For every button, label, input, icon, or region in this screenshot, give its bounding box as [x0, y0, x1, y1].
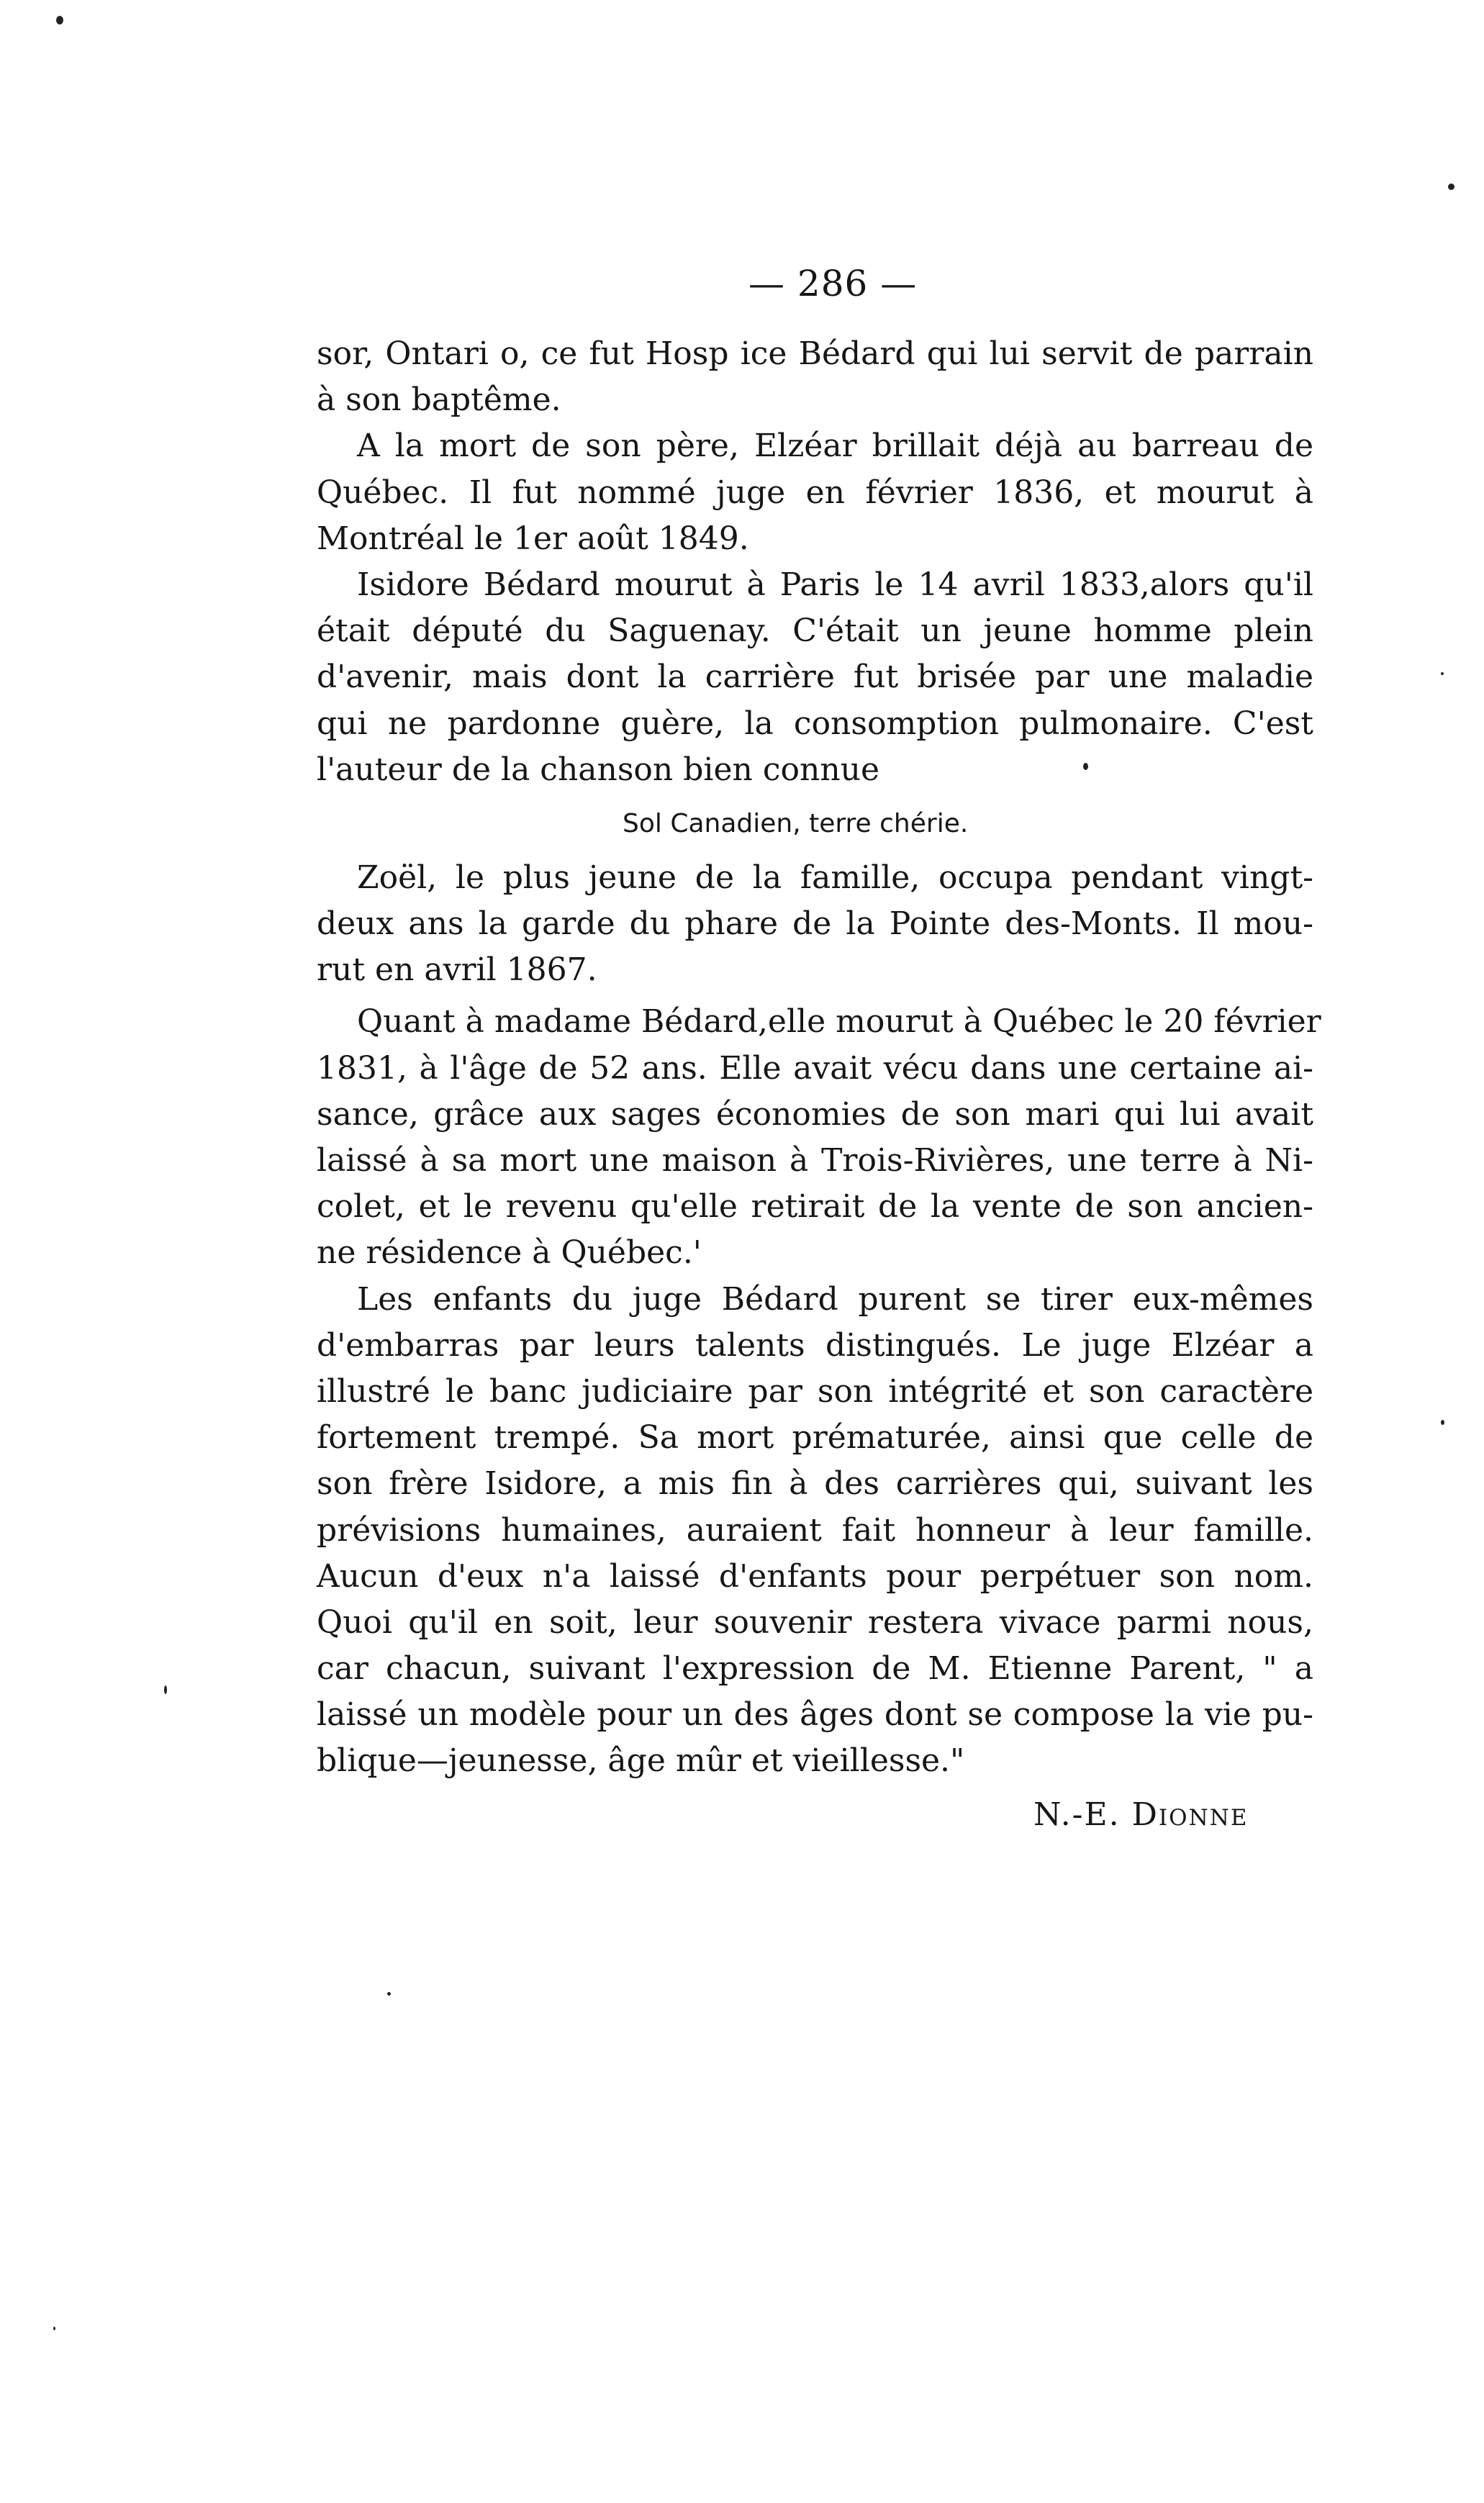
body-text — [317, 331, 1321, 1785]
text-line: d'embarras par leurs talents distingués. Le juge Elzéar a — [317, 1326, 1313, 1364]
text-line: Montréal le 1er août 1849. — [317, 520, 749, 557]
text-line: l'auteur de la chanson bien connue — [317, 751, 880, 788]
paragraph — [317, 331, 1313, 423]
song-title-quote: Sol Canadien, terre chérie. — [623, 808, 969, 838]
scan-speck — [1083, 763, 1088, 770]
text-line: 1831, à l'âge de 52 ans. Elle avait vécu dans une certaine ai- — [317, 1049, 1313, 1087]
paragraph — [317, 1277, 1313, 1785]
scan-speck — [1441, 672, 1444, 675]
scan-speck — [387, 1992, 391, 1996]
text-line: Quoi qu'il en soit, leur souvenir restera vivace parmi nous, — [317, 1603, 1313, 1641]
text-line: Isidore Bédard mourut à Paris le 14 avril 1833,alors qu'il — [357, 566, 1313, 603]
text-line: Quant à madame Bédard,elle mourut à Québec le 20 février — [357, 1003, 1321, 1041]
text-line: son frère Isidore, a mis fin à des carrières qui, suivant les — [317, 1465, 1313, 1503]
text-line: laissé à sa mort une maison à Trois-Rivières, une terre à Ni- — [317, 1142, 1313, 1179]
scan-speck — [56, 16, 63, 24]
text-line: Québec. Il fut nommé juge en février 1836, et mourut à — [317, 474, 1313, 511]
text-line: illustré le banc judiciaire par son intégrité et son caractère — [317, 1372, 1313, 1410]
scan-speck — [1448, 184, 1454, 190]
text-line: laissé un modèle pour un des âges dont se compose la vie pu- — [317, 1696, 1313, 1734]
text-line: qui ne pardonne guère, la consomption pulmonaire. C'est — [317, 705, 1313, 742]
scan-speck — [164, 1685, 167, 1694]
paragraph — [317, 999, 1321, 1276]
text-line: rut en avril 1867. — [317, 951, 597, 989]
text-line: sor, Ontari o, ce fut Hosp ice Bédard qui lui servit de parrain — [317, 335, 1313, 372]
text-line: blique—jeunesse, âge mûr et vieillesse." — [317, 1742, 965, 1780]
text-line: était député du Saguenay. C'était un jeune homme plein — [317, 612, 1313, 650]
paragraph — [317, 562, 1313, 793]
paragraph — [317, 855, 1313, 994]
scan-speck — [1441, 1420, 1444, 1425]
text-line: à son baptême. — [317, 381, 561, 419]
text-line: fortement trempé. Sa mort prématurée, ainsi que celle de — [317, 1419, 1313, 1457]
text-line: colet, et le revenu qu'elle retirait de la vente de son ancien- — [317, 1188, 1313, 1226]
text-line: Zoël, le plus jeune de la famille, occupa pendant vingt- — [357, 859, 1313, 896]
page-number: — 286 — — [748, 263, 918, 304]
text-line: d'avenir, mais dont la carrière fut brisée par une maladie — [317, 658, 1313, 696]
scan-speck — [53, 2327, 55, 2330]
text-line: sance, grâce aux sages économies de son mari qui lui avait — [317, 1095, 1313, 1133]
author-name: N.-E. Dionne — [1033, 1796, 1249, 1833]
text-line: prévisions humaines, auraient fait honneur à leur famille. — [317, 1511, 1313, 1549]
text-line: Aucun d'eux n'a laissé d'enfants pour perpétuer son nom. — [317, 1557, 1313, 1595]
paragraph — [317, 423, 1313, 562]
text-line: ne résidence à Québec.' — [317, 1234, 702, 1272]
text-line: Les enfants du juge Bédard purent se tirer eux-mêmes — [357, 1280, 1313, 1318]
author-signature — [1033, 1796, 1248, 1833]
text-line: car chacun, suivant l'expression de M. Etienne Parent, " a — [317, 1650, 1313, 1688]
text-line: A la mort de son père, Elzéar brillait déjà au barreau de — [357, 427, 1313, 465]
text-line: deux ans la garde du phare de la Pointe des-Monts. Il mou- — [317, 905, 1313, 943]
